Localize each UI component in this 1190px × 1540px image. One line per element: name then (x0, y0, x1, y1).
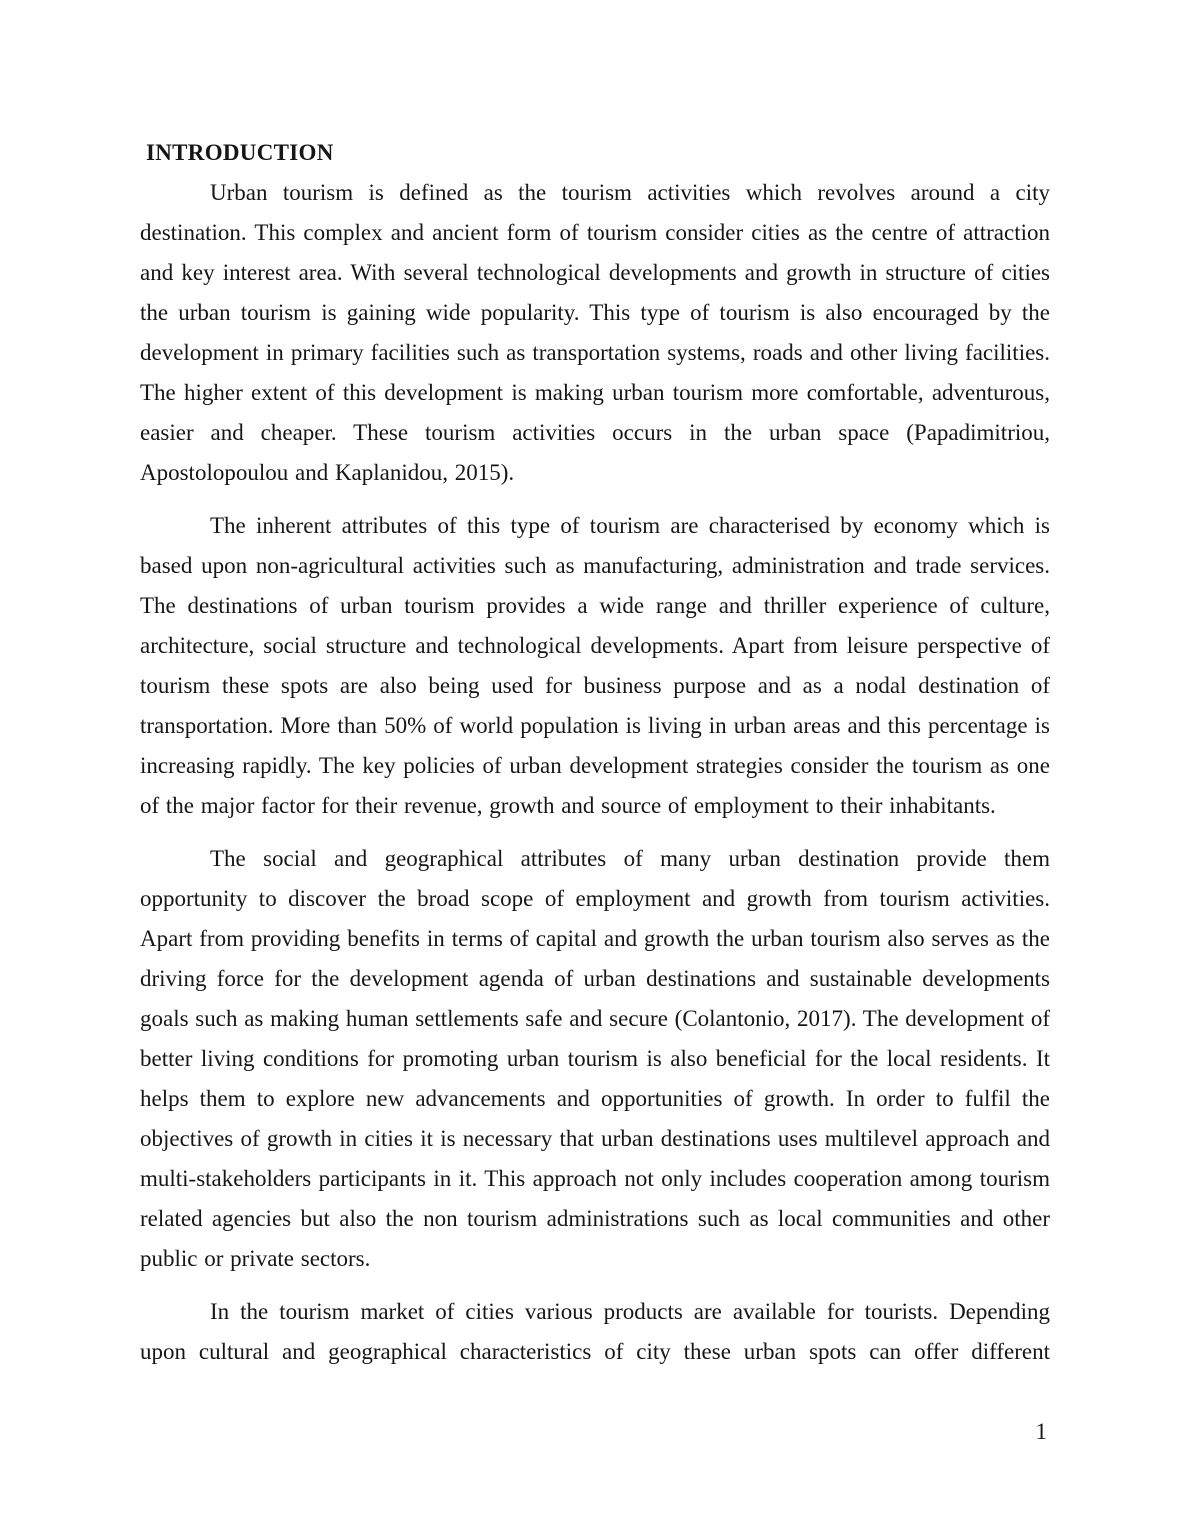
paragraph-3: The social and geographical attributes of many urban destination provide them opportunity to discover the broad scope of employment and growth from tourism activities. Apart from providing benefits in terms of capital and growth the urban tourism also serves as the driving force for the development agenda of urban destinations and sustainable developments goals such as making human settlements safe and secure (Colantonio, 2017). The development of better living conditions for promoting urban tourism is also beneficial for the local residents. It helps them to explore new advancements and opportunities of growth. In order to fulfil the objectives of growth in cities it is necessary that urban destinations uses multilevel approach and multi-stakeholders participants in it. This approach not only includes cooperation among tourism related agencies but also the non tourism administrations such as local communities and other public or private sectors. (140, 846, 1050, 1271)
document-body (140, 173, 1050, 1372)
page-number: 1 (1035, 1419, 1047, 1444)
paragraph-1: Urban tourism is defined as the tourism activities which revolves around a city destination. This complex and ancient form of tourism consider cities as the centre of attraction and key interest area. With several technological developments and growth in structure of cities the urban tourism is gaining wide popularity. This type of tourism is also encouraged by the development in primary facilities such as transportation systems, roads and other living facilities. The higher extent of this development is making urban tourism more comfortable, adventurous, easier and cheaper. These tourism activities occurs in the urban space (Papadimitriou, Apostolopoulou and Kaplanidou, 2015). (140, 180, 1050, 485)
section-heading: INTRODUCTION (146, 140, 334, 165)
paragraph-2: The inherent attributes of this type of tourism are characterised by economy which is based upon non-agricultural activities such as manufacturing, administration and trade services. The destinations of urban tourism provides a wide range and thriller experience of culture, architecture, social structure and technological developments. Apart from leisure perspective of tourism these spots are also being used for business purpose and as a nodal destination of transportation. More than 50% of world population is living in urban areas and this percentage is increasing rapidly. The key policies of urban development strategies consider the tourism as one of the major factor for their revenue, growth and source of employment to their inhabitants. (140, 513, 1050, 818)
paragraph-4: In the tourism market of cities various products are available for tourists. Depending upon cultural and geographical characteristics of city these urban spots can offer different (140, 1299, 1050, 1364)
